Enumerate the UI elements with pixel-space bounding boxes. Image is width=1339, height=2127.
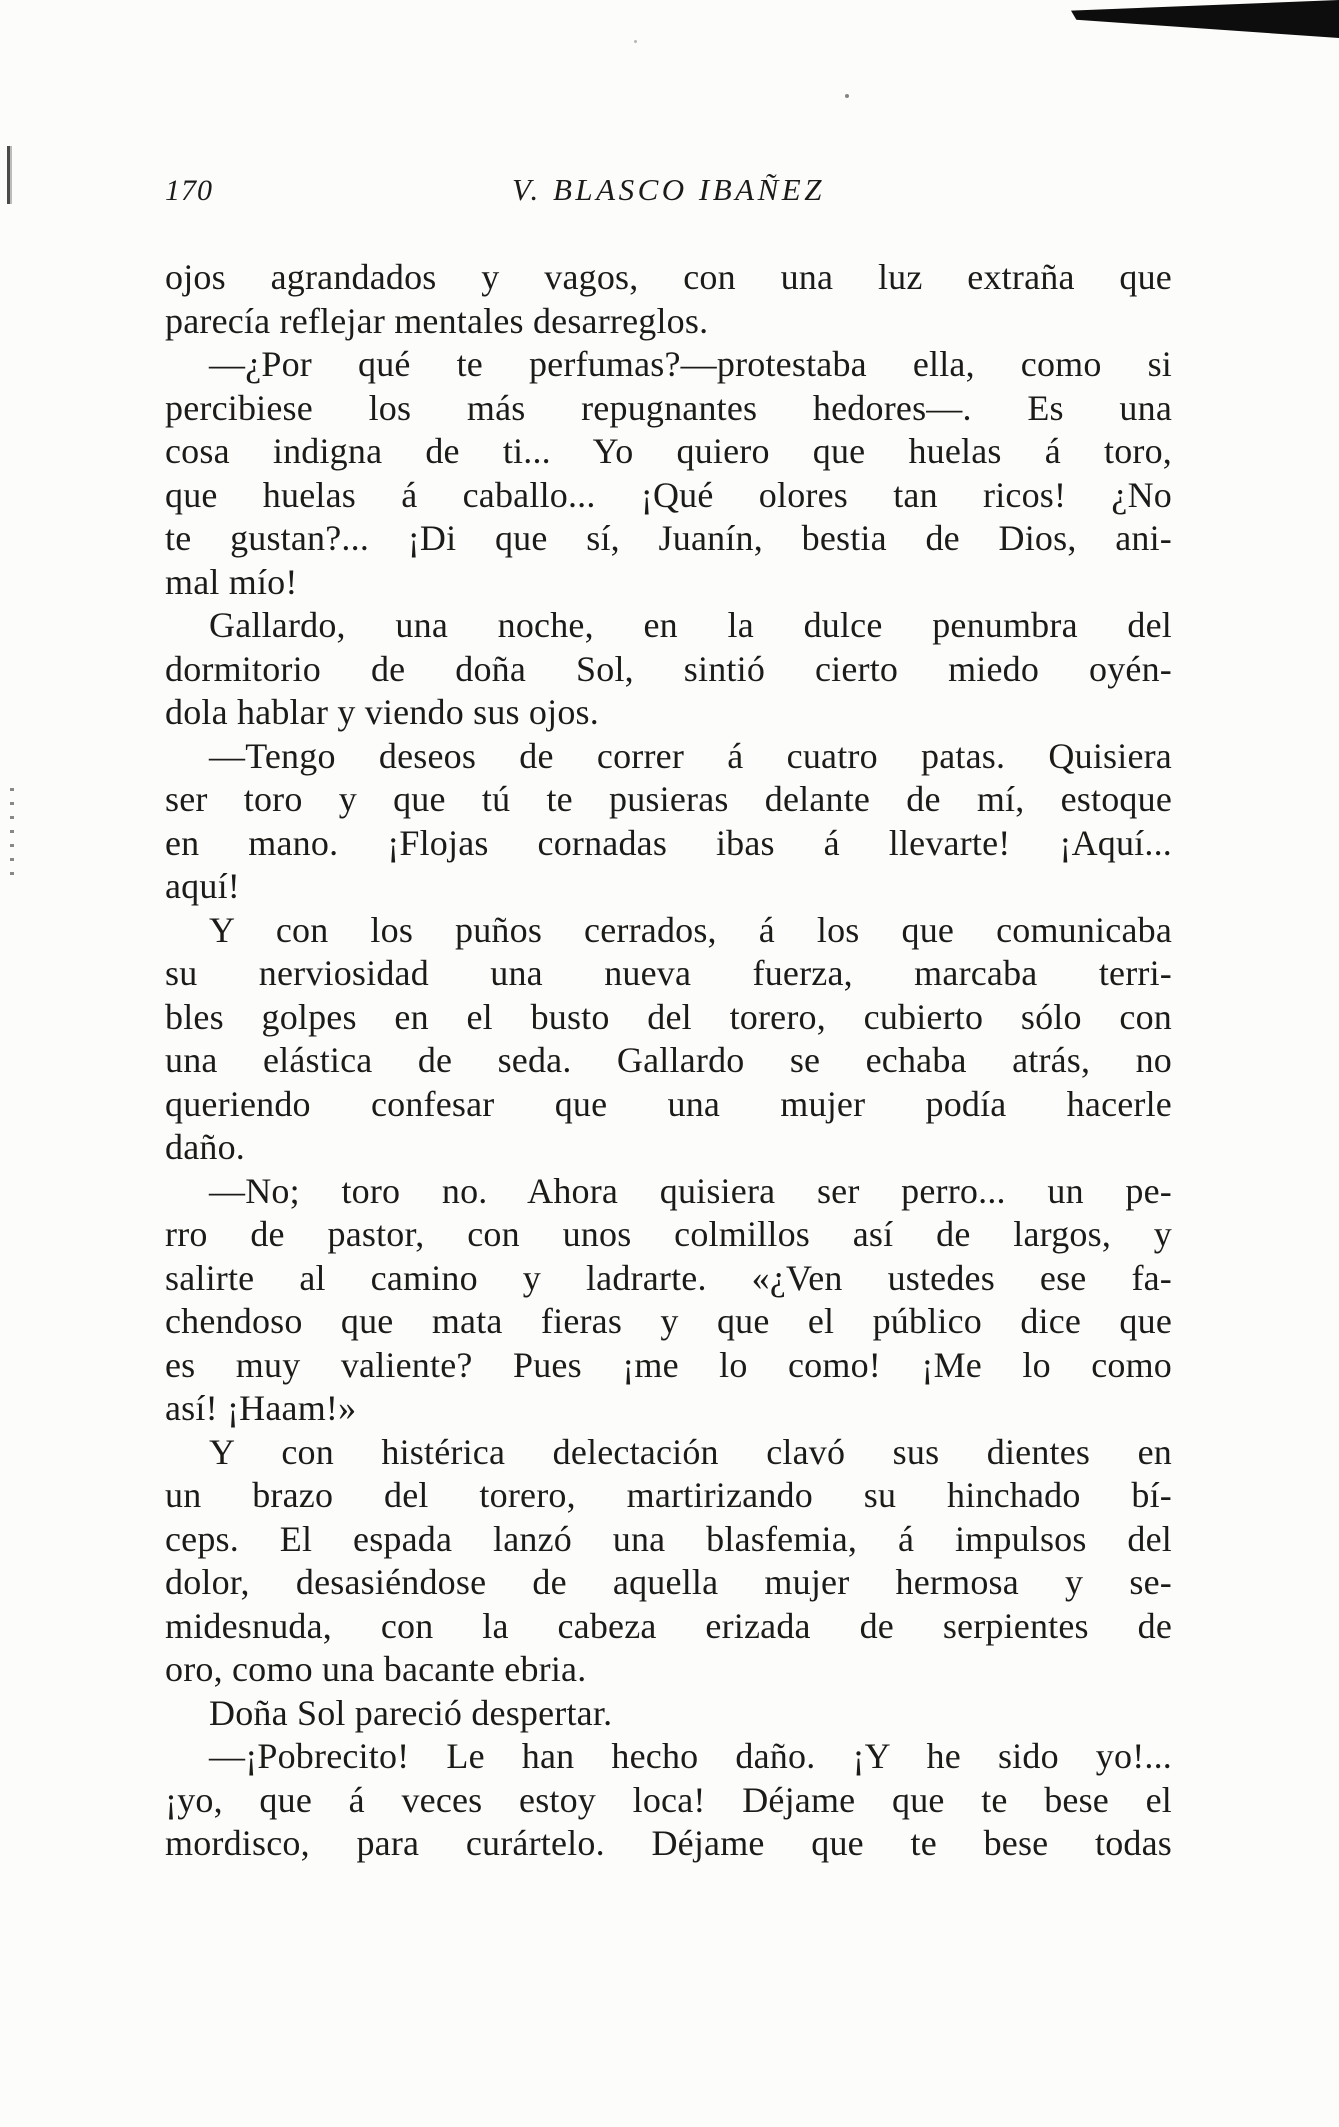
- page-number: 170: [165, 174, 213, 207]
- text-line: que huelas á caballo... ¡Qué olores tan ricos! ¿No: [165, 474, 1172, 515]
- scan-corner-mark: [1071, 0, 1339, 38]
- scan-edge-dots: [10, 788, 14, 880]
- text-line: te gustan?... ¡Di que sí, Juanín, bestia de Dios, ani-: [165, 518, 1172, 558]
- text-line: Gallardo, una noche, en la dulce penumbra del: [209, 605, 1172, 645]
- text-line: dolor, desasiéndose de aquella mujer hermosa y se-: [165, 1562, 1172, 1602]
- text-line: Doña Sol pareció despertar.: [209, 1692, 613, 1733]
- text-line: ojos agrandados y vagos, con una luz extraña que: [165, 257, 1172, 297]
- text-line: —No; toro no. Ahora quisiera ser perro... un pe-: [209, 1170, 1172, 1211]
- text-line: una elástica de seda. Gallardo se echaba atrás, no: [165, 1040, 1172, 1080]
- text-line: midesnuda, con la cabeza erizada de serpientes de: [165, 1605, 1172, 1646]
- text-line: bles golpes en el busto del torero, cubierto sólo con: [165, 996, 1172, 1037]
- text-line: chendoso que mata fieras y que el público dice que: [165, 1301, 1172, 1341]
- scan-speck: [845, 94, 849, 98]
- text-line: rro de pastor, con unos colmillos así de largos, y: [165, 1214, 1172, 1254]
- text-line: cosa indigna de ti... Yo quiero que huelas á toro,: [165, 431, 1172, 471]
- text-line: Y con los puños cerrados, á los que comunicaba: [209, 909, 1172, 950]
- text-line: daño.: [165, 1127, 245, 1167]
- text-line: —Tengo deseos de correr á cuatro patas. Quisiera: [209, 735, 1172, 776]
- text-line: Y con histérica delectación clavó sus dientes en: [209, 1431, 1172, 1472]
- text-line: es muy valiente? Pues ¡me lo como! ¡Me lo como: [165, 1344, 1172, 1385]
- text-line: ¡yo, que á veces estoy loca! Déjame que te bese el: [165, 1779, 1172, 1820]
- text-line: un brazo del torero, martirizando su hinchado bí-: [165, 1475, 1172, 1515]
- text-line: ceps. El espada lanzó una blasfemia, á impulsos del: [165, 1518, 1172, 1559]
- scan-edge-artifact: [7, 146, 10, 204]
- page-body: [165, 256, 1172, 1866]
- text-line: dola hablar y viendo sus ojos.: [165, 692, 599, 732]
- text-line: su nerviosidad una nueva fuerza, marcaba terri-: [165, 953, 1172, 993]
- running-title: V. BLASCO IBAÑEZ: [512, 172, 825, 207]
- text-line: aquí!: [165, 866, 240, 906]
- text-line: así! ¡Haam!»: [165, 1388, 357, 1428]
- text-line: mordisco, para curártelo. Déjame que te bese todas: [165, 1823, 1172, 1863]
- text-line: ser toro y que tú te pusieras delante de mí, estoque: [165, 779, 1172, 819]
- text-line: en mano. ¡Flojas cornadas ibas á llevarte! ¡Aquí...: [165, 822, 1172, 863]
- text-line: oro, como una bacante ebria.: [165, 1649, 587, 1689]
- text-line: percibiese los más repugnantes hedores—. Es una: [165, 387, 1172, 428]
- text-line: —¿Por qué te perfumas?—protestaba ella, como si: [209, 344, 1172, 384]
- text-line: —¡Pobrecito! Le han hecho daño. ¡Y he sido yo!...: [209, 1736, 1172, 1776]
- text-line: salirte al camino y ladrarte. «¿Ven ustedes ese fa-: [165, 1257, 1172, 1298]
- text-line: parecía reflejar mentales desarreglos.: [165, 300, 709, 341]
- page-header: [165, 172, 1172, 216]
- text-line: queriendo confesar que una mujer podía hacerle: [165, 1083, 1172, 1124]
- scan-speck: [634, 40, 637, 43]
- text-line: dormitorio de doña Sol, sintió cierto miedo oyén-: [165, 648, 1172, 689]
- text-line: mal mío!: [165, 561, 298, 602]
